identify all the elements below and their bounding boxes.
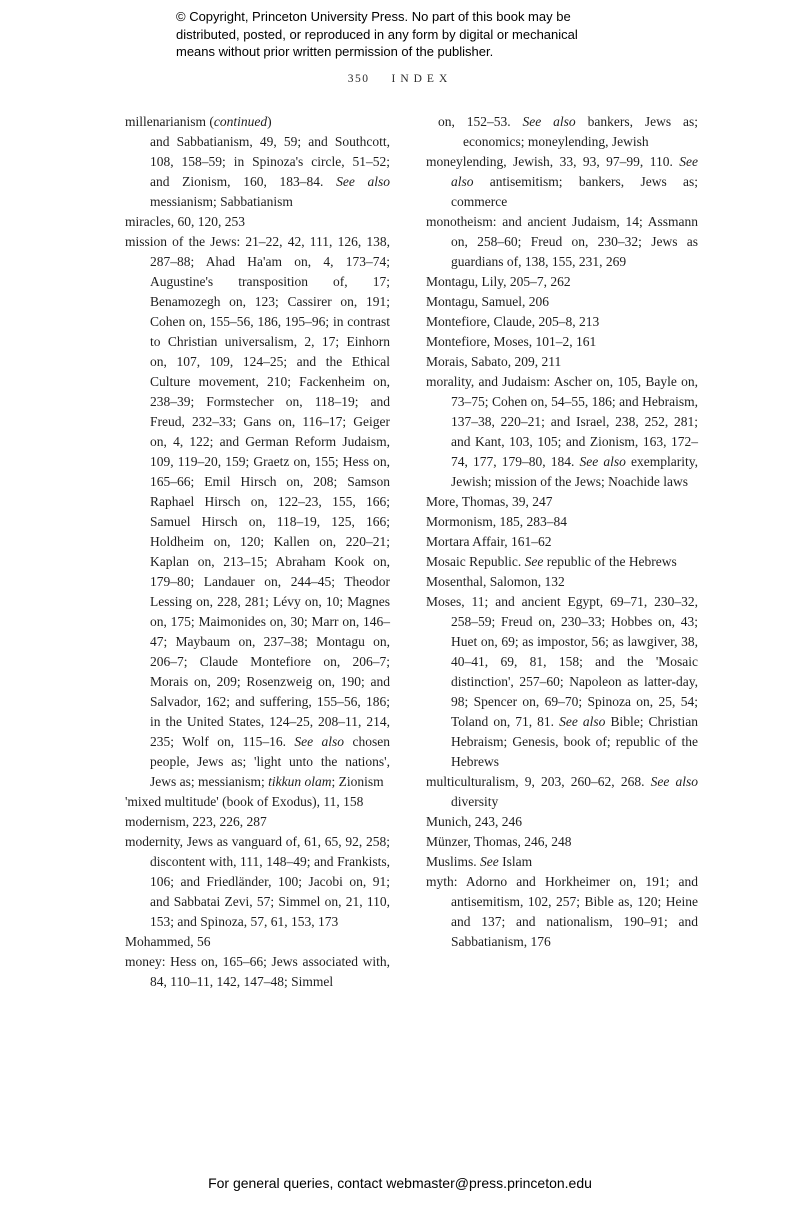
index-entry-text: Mosenthal, Salomon, 132: [426, 574, 565, 589]
index-entry-text: Montagu, Lily, 205–7, 262: [426, 274, 571, 289]
index-column-right: [426, 112, 698, 992]
copyright-line: distributed, posted, or reproduced in any form by digital or mechanical: [176, 26, 578, 42]
index-entry-text-italic: See: [524, 554, 544, 569]
index-entry: [426, 352, 698, 372]
index-entry-text-italic: tikkun olam: [268, 774, 332, 789]
index-entry-text: Montagu, Samuel, 206: [426, 294, 549, 309]
index-entry-text: More, Thomas, 39, 247: [426, 494, 553, 509]
index-entry-text: messianism; Sabbatianism: [150, 194, 293, 209]
index-entry-text: diversity: [451, 794, 499, 809]
index-entry-text: antisemitism; bankers, Jews as; commerce: [451, 174, 698, 209]
index-entry-text: Münzer, Thomas, 246, 248: [426, 834, 572, 849]
index-entry-text: chosen people, Jews as; 'light unto the nations', Jews as; messianism;: [150, 734, 390, 789]
index-entry-text-italic: See: [480, 854, 499, 869]
index-entry: [125, 212, 390, 232]
page-number: 350: [347, 73, 370, 85]
index-entry-text: exemplarity, Jewish; mission of the Jews; Noachide laws: [451, 454, 698, 489]
index-entry: [426, 312, 698, 332]
index-entry: [426, 372, 698, 492]
index-entry-text-italic: See also: [650, 774, 698, 789]
index-entry: [426, 872, 698, 952]
index-entry-text: on, 152–53.: [438, 114, 523, 129]
index-entry: [426, 832, 698, 852]
index-entry-text: mission of the Jews: 21–22, 42, 111, 126, 138, 287–88; Ahad Ha'am on, 4, 173–74; Augustine's transposition of, 17; Benamozegh on, 123; Cassirer on, 191; Cohen on, 155–56, 186, 195–96; in contrast to Christian universalism, 2, 17; Einhorn on, 107, 109, 124–25; and the Ethical Culture movement, 210; Fackenheim on, 238–39; Formstecher on, 118–19; and Freud, 232–33; Gans on, 116–17; Geiger on, 4, 122; and German Reform Judaism, 109, 119–20, 159; Graetz on, 155; Hess on, 165–66; Emil Hirsch on, 208; Samson Raphael Hirsch on, 122–23, 155, 166; Samuel Hirsch on, 118–19, 125, 166; Holdheim on, 120; Kallen on, 220–21; Kaplan on, 213–15; Abraham Kook on, 179–80; Landauer on, 244–45; Theodor Lessing on, 228, 281; Lévy on, 10; Magnes on, 175; Maimonides on, 30; Marr on, 146–47; Maybaum on, 237–38; Montagu on, 206–7; Claude Montefiore on, 206–7; Morais on, 209; Rosenzweig on, 190; and Salvador, 162; and suffering, 155–56, 186; in the United States, 124–25, 208–11, 214, 235; Wolf on, 115–16.: [125, 234, 390, 749]
index-entry: [426, 492, 698, 512]
index-column-left: [125, 112, 390, 992]
index-entry-text: multiculturalism, 9, 203, 260–62, 268.: [426, 774, 651, 789]
index-entry: [125, 112, 390, 132]
copyright-line: © Copyright, Princeton University Press. No part of this book may be: [176, 9, 571, 24]
index-entry-text: Mortara Affair, 161–62: [426, 534, 552, 549]
index-entry: [125, 952, 390, 992]
index-entry-text: Morais, Sabato, 209, 211: [426, 354, 562, 369]
index-entry-text: millenarianism (: [125, 114, 214, 129]
index-entry-text: modernity, Jews as vanguard of, 61, 65, 92, 258; discontent with, 111, 148–49; and Frankists, 106; and Friedländer, 100; Jacobi on, 91; and Sabbatai Zevi, 57; Simmel on, 21, 110, 153; and Spinoza, 57, 61, 153, 173: [125, 834, 390, 929]
index-entry-text: Muslims.: [426, 854, 481, 869]
index-entry-text: myth: Adorno and Horkheimer on, 191; and antisemitism, 102, 257; Bible as, 120; Heine and 137; and nationalism, 190–91; and Sabbatianism, 176: [426, 874, 698, 949]
index-entry-text: Montefiore, Moses, 101–2, 161: [426, 334, 597, 349]
index-entry-text: moneylending, Jewish, 33, 93, 97–99, 110.: [426, 154, 680, 169]
index-entry-text-italic: See also: [559, 714, 606, 729]
footer-query-note: For general queries, contact webmaster@press.princeton.edu: [208, 1175, 592, 1191]
index-entry-text: Montefiore, Claude, 205–8, 213: [426, 314, 600, 329]
index-entry-text: Mormonism, 185, 283–84: [426, 514, 568, 529]
index-entry: [426, 112, 698, 152]
index-entry: [125, 792, 390, 812]
index-entry-text: Moses, 11; and ancient Egypt, 69–71, 230–32, 258–59; Freud on, 230–33; Hobbes on, 43; Huet on, 69; as impostor, 56; as lawgiver, 38, 40–41, 69, 81, 158; and the 'Mosaic distinction', 257–60; Napoleon as latter-day, 98; Spencer on, 69–70; Spinoza on, 25, 54; Toland on, 71, 81.: [426, 594, 698, 729]
index-entry-text: Mohammed, 56: [125, 934, 211, 949]
index-entry: [426, 852, 698, 872]
running-head: [0, 73, 800, 85]
index-entry-text: and Sabbatianism, 49, 59; and Southcott, 108, 158–59; in Spinoza's circle, 51–52; and Zionism, 160, 183–84.: [150, 134, 390, 189]
index-entry-text-italic: See also: [522, 114, 576, 129]
index-entry-text: modernism, 223, 226, 287: [125, 814, 267, 829]
index-entry-text: Islam: [498, 854, 533, 869]
index-entry: [426, 332, 698, 352]
index-entry-text: miracles, 60, 120, 253: [125, 214, 245, 229]
index-entry: [426, 512, 698, 532]
copyright-line: means without prior written permission of the publisher.: [176, 44, 494, 59]
index-entry-text: republic of the Hebrews: [543, 554, 677, 569]
index-entry-text-italic: See also: [294, 734, 345, 749]
index-entry: [125, 932, 390, 952]
index-entry-text-italic: See also: [336, 174, 390, 189]
index-entry-text: morality, and Judaism: Ascher on, 105, Bayle on, 73–75; Cohen on, 54–55, 186; and Hebraism, 137–38, 220–21; and Israel, 238, 252, 281; and Kant, 103, 105; and Zionism, 163, 172–74, 177, 179–80, 184.: [426, 374, 698, 469]
index-columns: [125, 112, 698, 992]
index-entry-text: ): [267, 114, 272, 129]
copyright-notice: [176, 8, 646, 61]
index-entry-text: 'mixed multitude' (book of Exodus), 11, 158: [125, 794, 364, 809]
index-entry: [125, 232, 390, 792]
index-entry-text: ; Zionism: [331, 774, 384, 789]
index-entry-text-italic: See also: [451, 154, 698, 189]
index-entry: [426, 272, 698, 292]
index-entry-text: monotheism: and ancient Judaism, 14; Assmann on, 258–60; Freud on, 230–32; Jews as guardians of, 138, 155, 231, 269: [426, 214, 698, 269]
index-entry: [426, 292, 698, 312]
index-entry-text: bankers, Jews as; economics; moneylending, Jewish: [463, 114, 698, 149]
index-entry: [426, 772, 698, 812]
index-entry-text-italic: See also: [579, 454, 626, 469]
index-entry: [426, 552, 698, 572]
index-entry: [125, 812, 390, 832]
index-entry: [426, 532, 698, 552]
index-entry: [426, 212, 698, 272]
index-title: INDEX: [391, 73, 453, 85]
index-entry: [426, 152, 698, 212]
index-entry-text: money: Hess on, 165–66; Jews associated with, 84, 110–11, 142, 147–48; Simmel: [125, 954, 390, 989]
index-entry: [125, 132, 390, 212]
index-entry: [426, 592, 698, 772]
index-entry-text: Munich, 243, 246: [426, 814, 522, 829]
index-entry: [426, 572, 698, 592]
index-entry-text: Mosaic Republic.: [426, 554, 525, 569]
index-entry-text-italic: continued: [213, 114, 268, 129]
index-entry: [125, 832, 390, 932]
index-entry: [426, 812, 698, 832]
index-entry-text: Bible; Christian Hebraism; Genesis, book of; republic of the Hebrews: [451, 714, 698, 769]
